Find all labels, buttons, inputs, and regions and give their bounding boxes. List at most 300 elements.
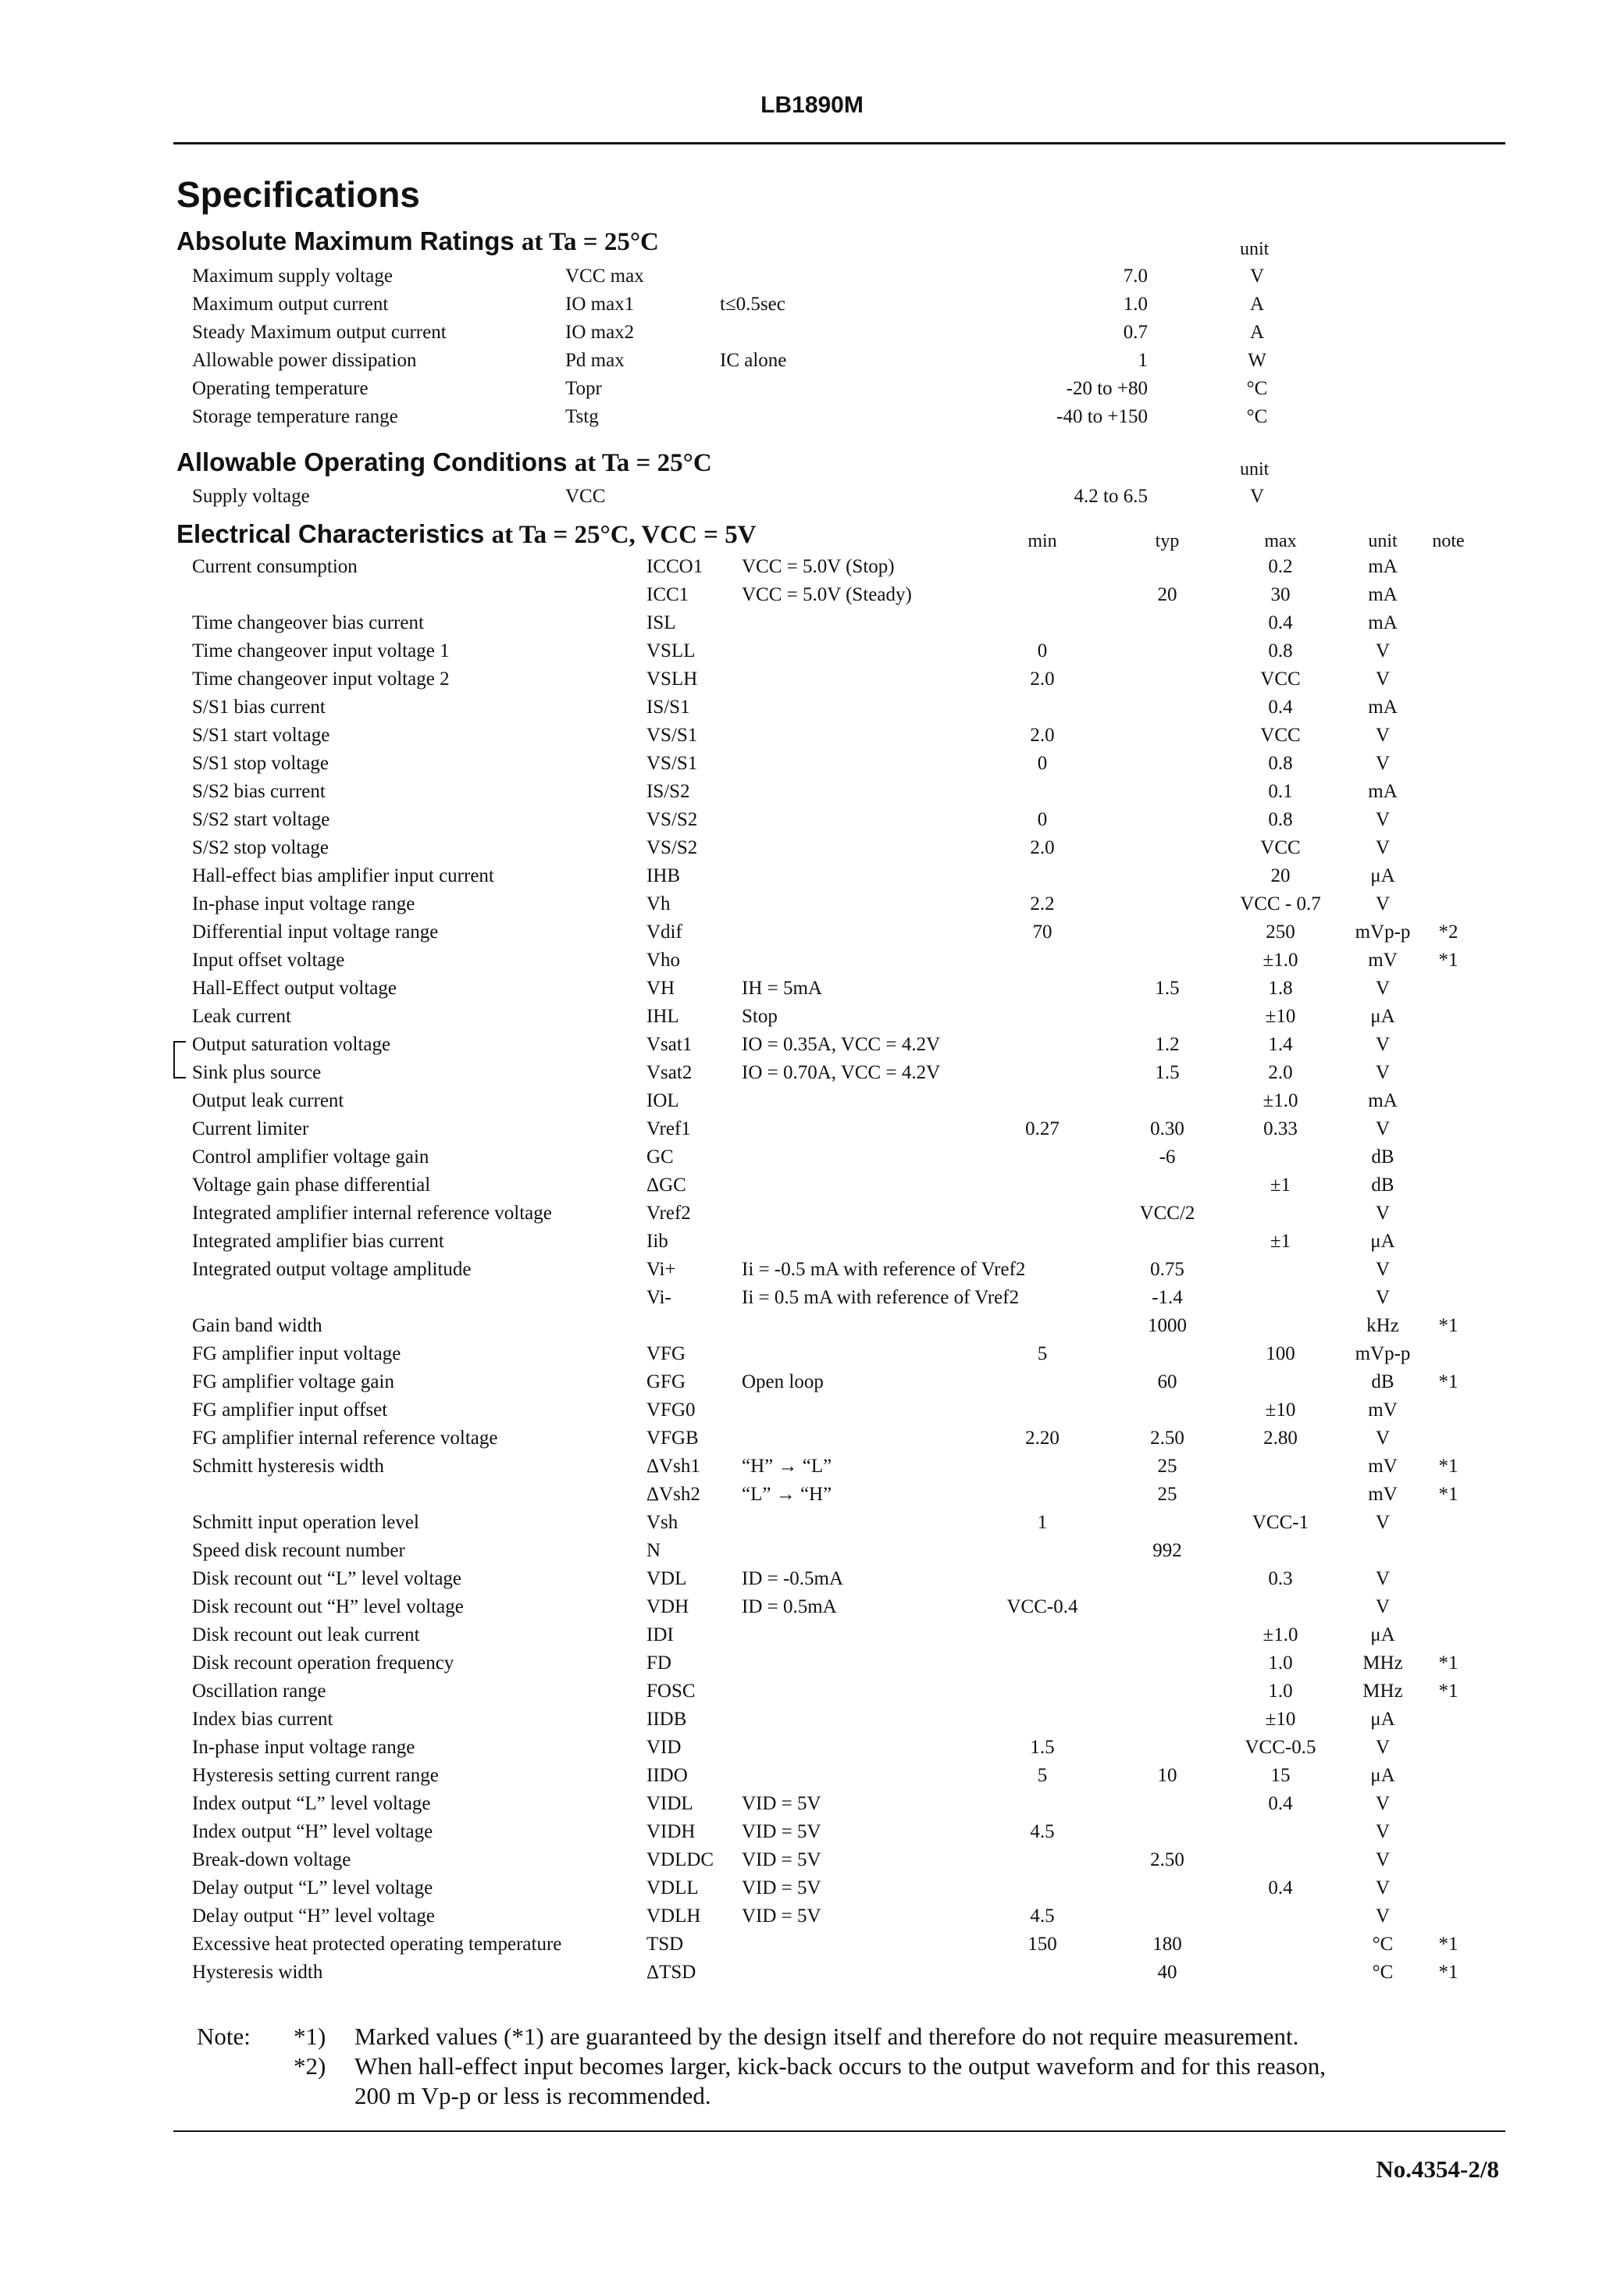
parameter-cell: Output saturation voltage [192, 1034, 391, 1055]
parameter-cell: Operating temperature [192, 378, 369, 399]
absolute_max-row [0, 406, 1624, 434]
min-cell: 4.5 [1030, 1905, 1055, 1927]
parameter-cell: In-phase input voltage range [192, 893, 415, 914]
unit-cell: V [1375, 1737, 1391, 1758]
symbol-cell: IOL [646, 1090, 679, 1111]
symbol-cell: VCC [565, 486, 606, 507]
parameter-cell: Voltage gain phase differential [192, 1175, 431, 1196]
parameter-cell: Integrated amplifier internal reference voltage [192, 1203, 552, 1224]
symbol-cell: GFG [646, 1371, 686, 1392]
symbol-cell: VIDL [646, 1793, 693, 1814]
symbol-cell: Vref1 [646, 1118, 691, 1139]
note-cell: *1 [1438, 950, 1458, 971]
electrical-row [0, 1624, 1624, 1652]
condition-cell: VID = 5V [742, 1793, 821, 1814]
symbol-cell: ΔTSD [646, 1962, 696, 1983]
min-cell: 0 [1037, 640, 1048, 661]
electrical-row [0, 1118, 1624, 1146]
operating-condition: at Ta = 25°C [574, 449, 712, 477]
electrical-row [0, 1681, 1624, 1709]
parameter-cell: Maximum output current [192, 294, 389, 315]
parameter-cell: Differential input voltage range [192, 922, 439, 943]
symbol-cell: VIDH [646, 1821, 696, 1842]
max-cell: ±10 [1265, 1399, 1296, 1421]
electrical-row [0, 1765, 1624, 1793]
note-cell: *1 [1438, 1456, 1458, 1477]
electrical-row [0, 1287, 1624, 1315]
electrical-row [0, 1034, 1624, 1062]
absolute-max-condition: at Ta = 25°C [521, 228, 659, 256]
typ-cell: 1000 [1148, 1315, 1187, 1336]
operating-heading [176, 447, 712, 478]
electrical-row [0, 753, 1624, 781]
electrical-row [0, 1371, 1624, 1399]
unit-cell: V [1375, 640, 1391, 661]
condition-cell: Ii = -0.5 mA with reference of Vref2 [742, 1259, 1026, 1280]
symbol-cell: VFGB [646, 1428, 699, 1449]
typ-cell: 40 [1157, 1962, 1177, 1983]
max-cell: VCC [1260, 837, 1301, 858]
note-2-text-line-2: 200 m Vp-p or less is recommended. [354, 2082, 711, 2109]
symbol-cell: VS/S2 [646, 809, 698, 830]
symbol-cell: VFG0 [646, 1399, 696, 1421]
symbol-cell: Vh [646, 893, 671, 914]
condition-cell: IC alone [720, 350, 787, 371]
max-cell: 0.3 [1268, 1568, 1293, 1589]
symbol-cell: IO max2 [565, 322, 635, 343]
col-header-min: min [1027, 531, 1057, 551]
symbol-cell: IS/S2 [646, 781, 690, 802]
parameter-cell: Leak current [192, 1006, 292, 1027]
symbol-cell: VFG [646, 1343, 686, 1364]
symbol-cell: IDI [646, 1624, 674, 1645]
parameter-cell: FG amplifier voltage gain [192, 1371, 394, 1392]
parameter-cell: In-phase input voltage range [192, 1737, 415, 1758]
min-cell: 2.20 [1025, 1428, 1060, 1449]
electrical-row [0, 781, 1624, 809]
note-cell: *1 [1438, 1681, 1458, 1702]
parameter-cell: S/S2 bias current [192, 781, 326, 802]
parameter-cell: Time changeover input voltage 2 [192, 668, 450, 690]
min-cell: 4.5 [1030, 1821, 1055, 1842]
unit-cell: V [1375, 893, 1391, 914]
max-cell: 1.4 [1268, 1034, 1293, 1055]
parameter-cell: Gain band width [192, 1315, 322, 1336]
min-cell: 0.27 [1025, 1118, 1060, 1139]
unit-cell: °C [1246, 378, 1268, 399]
operating-unit-header: unit [1240, 459, 1270, 479]
condition-cell: VCC = 5.0V (Steady) [742, 584, 912, 605]
absolute_max-row [0, 350, 1624, 378]
min-cell: 2.0 [1030, 725, 1055, 746]
note-1-mark: *1) [294, 2023, 326, 2050]
max-cell: 100 [1266, 1343, 1295, 1364]
unit-cell: mA [1368, 556, 1398, 577]
electrical-row [0, 1343, 1624, 1371]
unit-cell: °C [1372, 1934, 1394, 1955]
header-part-number: LB1890M [760, 92, 864, 118]
electrical-title: Electrical Characteristics [176, 519, 485, 548]
parameter-cell: Integrated amplifier bias current [192, 1231, 444, 1252]
parameter-cell: S/S1 start voltage [192, 725, 330, 746]
parameter-cell: Hall-effect bias amplifier input current [192, 865, 494, 886]
symbol-cell: VDLL [646, 1877, 699, 1898]
unit-cell: V [1375, 1034, 1391, 1055]
electrical-condition: at Ta = 25°C, VCC = 5V [491, 521, 757, 549]
parameter-cell: Sink plus source [192, 1062, 322, 1083]
max-cell: ±1.0 [1263, 950, 1298, 971]
typ-cell: -6 [1159, 1146, 1176, 1168]
parameter-cell: FG amplifier input offset [192, 1399, 388, 1421]
parameter-cell: Disk recount operation frequency [192, 1652, 454, 1674]
electrical-row [0, 1540, 1624, 1568]
parameter-cell: Steady Maximum output current [192, 322, 447, 343]
max-cell: ±1.0 [1263, 1624, 1298, 1645]
parameter-cell: Index bias current [192, 1709, 333, 1730]
parameter-cell: Disk recount out “L” level voltage [192, 1568, 462, 1589]
symbol-cell: ISL [646, 612, 676, 633]
unit-cell: μA [1370, 1624, 1395, 1645]
unit-cell: kHz [1366, 1315, 1399, 1336]
condition-cell: IO = 0.70A, VCC = 4.2V [742, 1062, 941, 1083]
max-cell: 0.4 [1268, 1877, 1293, 1898]
max-cell: 20 [1270, 865, 1291, 886]
max-cell: 0.2 [1268, 556, 1293, 577]
min-cell: 70 [1032, 922, 1052, 943]
value-cell: 1 [1138, 350, 1148, 371]
symbol-cell: IS/S1 [646, 697, 690, 718]
typ-cell: 180 [1152, 1934, 1182, 1955]
condition-cell: VID = 5V [742, 1849, 821, 1870]
electrical-row [0, 1203, 1624, 1231]
page-title: Specifications [176, 174, 420, 215]
max-cell: ±1 [1270, 1231, 1291, 1252]
unit-cell: dB [1371, 1371, 1394, 1392]
typ-cell: 1.2 [1155, 1034, 1180, 1055]
parameter-cell: Control amplifier voltage gain [192, 1146, 429, 1168]
unit-cell: V [1375, 1203, 1391, 1224]
min-cell: 2.0 [1030, 668, 1055, 690]
condition-cell: Stop [742, 1006, 778, 1027]
min-cell: 2.2 [1030, 893, 1055, 914]
min-cell: 5 [1037, 1765, 1048, 1786]
max-cell: 0.1 [1268, 781, 1293, 802]
electrical-row [0, 922, 1624, 950]
symbol-cell: FOSC [646, 1681, 696, 1702]
unit-cell: V [1375, 1512, 1391, 1533]
electrical-row [0, 1146, 1624, 1175]
unit-cell: mA [1368, 584, 1398, 605]
min-cell: 150 [1027, 1934, 1057, 1955]
symbol-cell: VDL [646, 1568, 687, 1589]
max-cell: 15 [1270, 1765, 1291, 1786]
electrical-row [0, 1175, 1624, 1203]
parameter-cell: Current limiter [192, 1118, 309, 1139]
max-cell: 0.4 [1268, 697, 1293, 718]
parameter-cell: Maximum supply voltage [192, 266, 393, 287]
typ-cell: 1.5 [1155, 1062, 1180, 1083]
min-cell: 1 [1037, 1512, 1048, 1533]
unit-cell: V [1375, 1428, 1391, 1449]
unit-cell: mV [1368, 1484, 1398, 1505]
unit-cell: °C [1246, 406, 1268, 427]
parameter-cell: Time changeover input voltage 1 [192, 640, 450, 661]
symbol-cell: ΔVsh2 [646, 1484, 700, 1505]
symbol-cell: IHL [646, 1006, 679, 1027]
symbol-cell: Tstg [565, 406, 599, 427]
typ-cell: -1.4 [1152, 1287, 1183, 1308]
unit-cell: V [1375, 668, 1391, 690]
electrical-row [0, 1962, 1624, 1990]
max-cell: 0.4 [1268, 1793, 1293, 1814]
electrical-row [0, 1652, 1624, 1681]
electrical-row [0, 1709, 1624, 1737]
output-saturation-bracket [173, 1041, 186, 1078]
typ-cell: 25 [1157, 1484, 1177, 1505]
unit-cell: dB [1371, 1146, 1394, 1168]
electrical-row [0, 1934, 1624, 1962]
unit-cell: mA [1368, 697, 1398, 718]
typ-cell: 992 [1152, 1540, 1182, 1561]
symbol-cell: Topr [565, 378, 602, 399]
max-cell: ±10 [1265, 1006, 1296, 1027]
unit-cell: mA [1368, 1090, 1398, 1111]
note-2-mark: *2) [294, 2052, 326, 2080]
value-cell: 7.0 [1123, 266, 1148, 287]
condition-cell: “H” → “L” [742, 1456, 832, 1477]
max-cell: 1.8 [1268, 978, 1293, 999]
max-cell: 0.8 [1268, 640, 1293, 661]
unit-cell: mA [1368, 781, 1398, 802]
unit-cell: mVp-p [1355, 922, 1411, 943]
electrical-row [0, 1821, 1624, 1849]
note-cell: *1 [1438, 1371, 1458, 1392]
unit-cell: mV [1368, 1456, 1398, 1477]
min-cell: 0 [1037, 809, 1048, 830]
unit-cell: V [1375, 725, 1391, 746]
typ-cell: 0.30 [1150, 1118, 1184, 1139]
symbol-cell: ICCO1 [646, 556, 703, 577]
symbol-cell: ΔVsh1 [646, 1456, 700, 1477]
electrical-row [0, 809, 1624, 837]
symbol-cell: VSLH [646, 668, 698, 690]
note-cell: *1 [1438, 1315, 1458, 1336]
electrical-row [0, 584, 1624, 612]
condition-cell: t≤0.5sec [720, 294, 785, 315]
symbol-cell: VS/S2 [646, 837, 698, 858]
parameter-cell: Current consumption [192, 556, 358, 577]
symbol-cell: Iib [646, 1231, 668, 1252]
symbol-cell: Vsh [646, 1512, 678, 1533]
note-cell: *1 [1438, 1962, 1458, 1983]
unit-cell: V [1375, 809, 1391, 830]
absolute_max-row [0, 294, 1624, 322]
condition-cell: IH = 5mA [742, 978, 822, 999]
electrical-row [0, 1259, 1624, 1287]
condition-cell: IO = 0.35A, VCC = 4.2V [742, 1034, 941, 1055]
electrical-row [0, 1006, 1624, 1034]
electrical-row [0, 837, 1624, 865]
max-cell: VCC [1260, 668, 1301, 690]
operating-title: Allowable Operating Conditions [176, 447, 568, 476]
typ-cell: 10 [1157, 1765, 1177, 1786]
absolute_max-row [0, 378, 1624, 406]
typ-cell: 0.75 [1150, 1259, 1184, 1280]
max-cell: 0.8 [1268, 753, 1293, 774]
max-cell: 2.80 [1263, 1428, 1298, 1449]
unit-cell: V [1375, 1568, 1391, 1589]
max-cell: 30 [1270, 584, 1291, 605]
symbol-cell: Vi- [646, 1287, 671, 1308]
parameter-cell: Time changeover bias current [192, 612, 424, 633]
electrical-row [0, 612, 1624, 640]
col-header-typ: typ [1155, 531, 1180, 551]
electrical-row [0, 1793, 1624, 1821]
parameter-cell: Index output “H” level voltage [192, 1821, 433, 1842]
parameter-cell: S/S2 stop voltage [192, 837, 329, 858]
note-cell: *1 [1438, 1652, 1458, 1674]
parameter-cell: S/S2 start voltage [192, 809, 330, 830]
electrical-row [0, 978, 1624, 1006]
electrical-row [0, 893, 1624, 922]
unit-cell: μA [1370, 1231, 1395, 1252]
parameter-cell: Schmitt hysteresis width [192, 1456, 384, 1477]
parameter-cell: Integrated output voltage amplitude [192, 1259, 472, 1280]
parameter-cell: Speed disk recount number [192, 1540, 405, 1561]
symbol-cell: Pd max [565, 350, 625, 371]
typ-cell: 1.5 [1155, 978, 1180, 999]
symbol-cell: VSLL [646, 640, 696, 661]
electrical-row [0, 950, 1624, 978]
symbol-cell: VS/S1 [646, 725, 698, 746]
symbol-cell: IHB [646, 865, 681, 886]
symbol-cell: Vdif [646, 922, 682, 943]
parameter-cell: Storage temperature range [192, 406, 398, 427]
condition-cell: VID = 5V [742, 1821, 821, 1842]
parameter-cell: Supply voltage [192, 486, 310, 507]
absolute-max-heading [176, 226, 659, 257]
footer-rule [173, 2130, 1505, 2132]
unit-cell: A [1249, 322, 1265, 343]
max-cell: 0.33 [1263, 1118, 1298, 1139]
unit-cell: μA [1370, 1709, 1395, 1730]
symbol-cell: IIDB [646, 1709, 687, 1730]
absolute_max-row [0, 266, 1624, 294]
parameter-cell: Oscillation range [192, 1681, 326, 1702]
col-header-note: note [1432, 531, 1465, 551]
unit-cell: mV [1368, 1399, 1398, 1421]
unit-cell: W [1248, 350, 1266, 371]
unit-cell: μA [1370, 1765, 1395, 1786]
electrical-row [0, 1231, 1624, 1259]
unit-cell: μA [1370, 865, 1395, 886]
parameter-cell: Allowable power dissipation [192, 350, 417, 371]
parameter-cell: Output leak current [192, 1090, 344, 1111]
parameter-cell: Excessive heat protected operating temperature [192, 1934, 562, 1955]
electrical-heading [176, 519, 757, 550]
unit-cell: V [1375, 1821, 1391, 1842]
electrical-row [0, 1062, 1624, 1090]
parameter-cell: Break-down voltage [192, 1849, 351, 1870]
parameter-cell: Input offset voltage [192, 950, 345, 971]
symbol-cell: TSD [646, 1934, 684, 1955]
max-cell: 2.0 [1268, 1062, 1293, 1083]
min-cell: 0 [1037, 753, 1048, 774]
typ-cell: VCC/2 [1139, 1203, 1195, 1224]
symbol-cell: Vsat1 [646, 1034, 693, 1055]
unit-cell: °C [1372, 1962, 1394, 1983]
note-label: Note: [197, 2023, 251, 2050]
parameter-cell: Delay output “L” level voltage [192, 1877, 433, 1898]
electrical-row [0, 1596, 1624, 1624]
condition-cell: Open loop [742, 1371, 824, 1392]
symbol-cell: IIDO [646, 1765, 688, 1786]
parameter-cell: Hall-Effect output voltage [192, 978, 397, 999]
unit-cell: mVp-p [1355, 1343, 1411, 1364]
symbol-cell: VS/S1 [646, 753, 698, 774]
electrical-row [0, 1877, 1624, 1905]
condition-cell: VID = 5V [742, 1905, 821, 1927]
condition-cell: ID = 0.5mA [742, 1596, 837, 1617]
note-cell: *1 [1438, 1934, 1458, 1955]
unit-cell: V [1375, 1287, 1391, 1308]
electrical-row [0, 556, 1624, 584]
unit-cell: V [1375, 1793, 1391, 1814]
min-cell: 5 [1037, 1343, 1048, 1364]
symbol-cell: VDH [646, 1596, 689, 1617]
max-cell: VCC-1 [1252, 1512, 1309, 1533]
unit-cell: dB [1371, 1175, 1394, 1196]
symbol-cell: ΔGC [646, 1175, 686, 1196]
note-1-text: Marked values (*1) are guaranteed by the design itself and therefore do not require measurement. [354, 2023, 1299, 2050]
value-cell: -20 to +80 [1066, 378, 1148, 399]
max-cell: ±1.0 [1263, 1090, 1298, 1111]
parameter-cell: Hysteresis setting current range [192, 1765, 439, 1786]
unit-cell: V [1375, 1596, 1391, 1617]
min-cell: VCC-0.4 [1006, 1596, 1078, 1617]
parameter-cell: FG amplifier input voltage [192, 1343, 401, 1364]
max-cell: 1.0 [1268, 1652, 1293, 1674]
electrical-row [0, 1090, 1624, 1118]
unit-cell: MHz [1362, 1652, 1403, 1674]
condition-cell: ID = -0.5mA [742, 1568, 844, 1589]
unit-cell: V [1375, 1905, 1391, 1927]
unit-cell: mA [1368, 612, 1398, 633]
max-cell: 0.4 [1268, 612, 1293, 633]
electrical-row [0, 1568, 1624, 1596]
typ-cell: 2.50 [1150, 1849, 1184, 1870]
absolute-max-unit-header: unit [1240, 239, 1270, 259]
parameter-cell: S/S1 bias current [192, 697, 326, 718]
electrical-row [0, 1428, 1624, 1456]
electrical-row [0, 1399, 1624, 1428]
symbol-cell: ICC1 [646, 584, 689, 605]
unit-cell: V [1375, 1062, 1391, 1083]
unit-cell: MHz [1362, 1681, 1403, 1702]
max-cell: 0.8 [1268, 809, 1293, 830]
electrical-row [0, 1315, 1624, 1343]
electrical-row [0, 1512, 1624, 1540]
electrical-row [0, 1484, 1624, 1512]
parameter-cell: Disk recount out leak current [192, 1624, 420, 1645]
typ-cell: 2.50 [1150, 1428, 1184, 1449]
symbol-cell: VDLDC [646, 1849, 714, 1870]
symbol-cell: VCC max [565, 266, 644, 287]
max-cell: VCC [1260, 725, 1301, 746]
parameter-cell: Index output “L” level voltage [192, 1793, 431, 1814]
absolute_max-row [0, 322, 1624, 350]
electrical-row [0, 725, 1624, 753]
